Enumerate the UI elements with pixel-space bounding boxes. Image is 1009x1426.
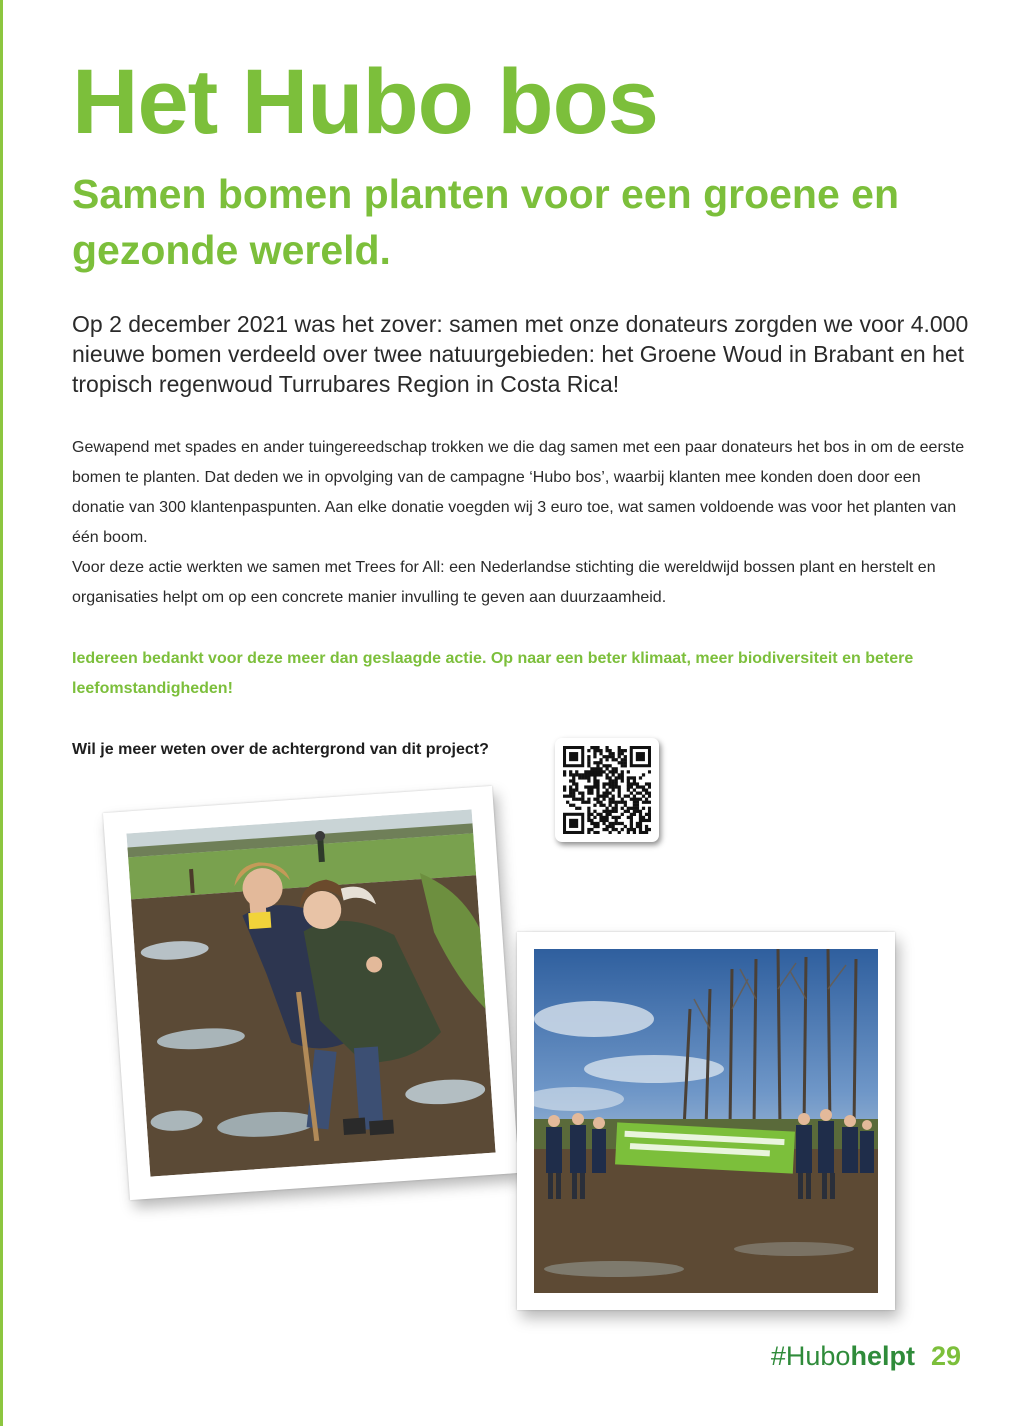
qr-code-image [563, 746, 651, 834]
page-subtitle: Samen bomen planten voor een groene en gezonde wereld. [72, 171, 900, 273]
photo-group-with-banner [534, 949, 878, 1293]
page-title: Het Hubo bos [72, 51, 658, 153]
more-info-question: Wil je meer weten over de achtergrond van dit project? [72, 741, 489, 758]
thanks-paragraph: Iedereen bedankt voor deze meer dan geslaagde actie. Op naar een beter klimaat, meer biodiversiteit en betere leefomstandigheden! [72, 650, 914, 697]
footer-tagline [771, 1340, 961, 1372]
footer-hashtag-bold: helpt [850, 1341, 915, 1371]
left-accent-rule [0, 0, 3, 1426]
body-paragraph-2: Voor deze actie werkten we samen met Trees for All: een Nederlandse stichting die wereldwijd bossen plant en herstelt en organisaties helpt om op een concrete manier invulling te geven aan duurzaamheid. [72, 559, 936, 606]
footer-hashtag-prefix: #Hubo [770, 1341, 851, 1371]
page-number: 29 [930, 1341, 961, 1371]
photo-women-planting [126, 809, 495, 1176]
photo-group-banner [517, 932, 895, 1310]
photo-planting-tree [103, 786, 519, 1200]
body-paragraph-1: Gewapend met spades en ander tuingereedschap trokken we die dag samen met een paar donateurs het bos in om de eerste bomen te planten. Dat deden we in opvolging van de campagne ‘Hubo bos’, waarbij klanten mee konden doen door een donatie van 300 klantenpaspunten. Aan elke donatie voegden wij 3 euro toe, wat samen voldoende was voor het planten van één boom. [72, 439, 965, 546]
qr-code[interactable] [555, 738, 659, 842]
body-text [72, 433, 972, 613]
intro-paragraph: Op 2 december 2021 was het zover: samen met onze donateurs zorgden we voor 4.000 nieuwe bomen verdeeld over twee natuurgebieden: het Groene Woud in Brabant en het tropisch regenwoud Turrubares Region in Costa Rica! [72, 311, 969, 397]
